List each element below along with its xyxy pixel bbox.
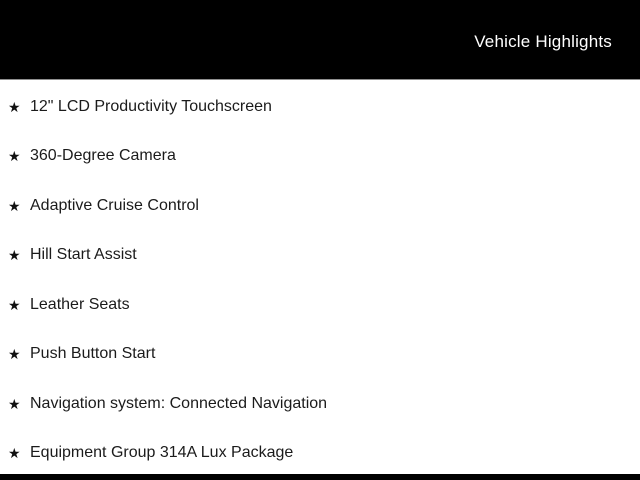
star-icon: ★ (8, 247, 21, 264)
highlight-item (0, 379, 640, 429)
star-icon: ★ (8, 395, 21, 412)
star-icon: ★ (8, 148, 21, 165)
highlight-item (0, 82, 640, 132)
highlight-item (0, 429, 640, 479)
star-icon: ★ (8, 346, 21, 363)
highlight-item (0, 181, 640, 231)
highlight-text: Hill Start Assist (30, 246, 137, 264)
highlights-list (0, 82, 640, 478)
star-icon: ★ (8, 445, 21, 462)
page-title: Vehicle Highlights (474, 31, 612, 51)
highlight-text: Equipment Group 314A Lux Package (30, 444, 294, 462)
highlight-item (0, 231, 640, 281)
highlight-item (0, 280, 640, 330)
highlight-item (0, 132, 640, 182)
highlight-text: Navigation system: Connected Navigation (30, 394, 328, 412)
highlight-text: Adaptive Cruise Control (30, 196, 199, 214)
highlight-text: 12" LCD Productivity Touchscreen (30, 97, 272, 115)
highlight-text: 360-Degree Camera (30, 147, 176, 165)
highlight-item (0, 330, 640, 380)
star-icon: ★ (8, 197, 21, 214)
footer-bar (0, 474, 640, 480)
highlight-text: Leather Seats (30, 295, 130, 313)
star-icon: ★ (8, 98, 21, 115)
header-bar (0, 0, 640, 80)
highlight-text: Push Button Start (30, 345, 156, 363)
star-icon: ★ (8, 296, 21, 313)
